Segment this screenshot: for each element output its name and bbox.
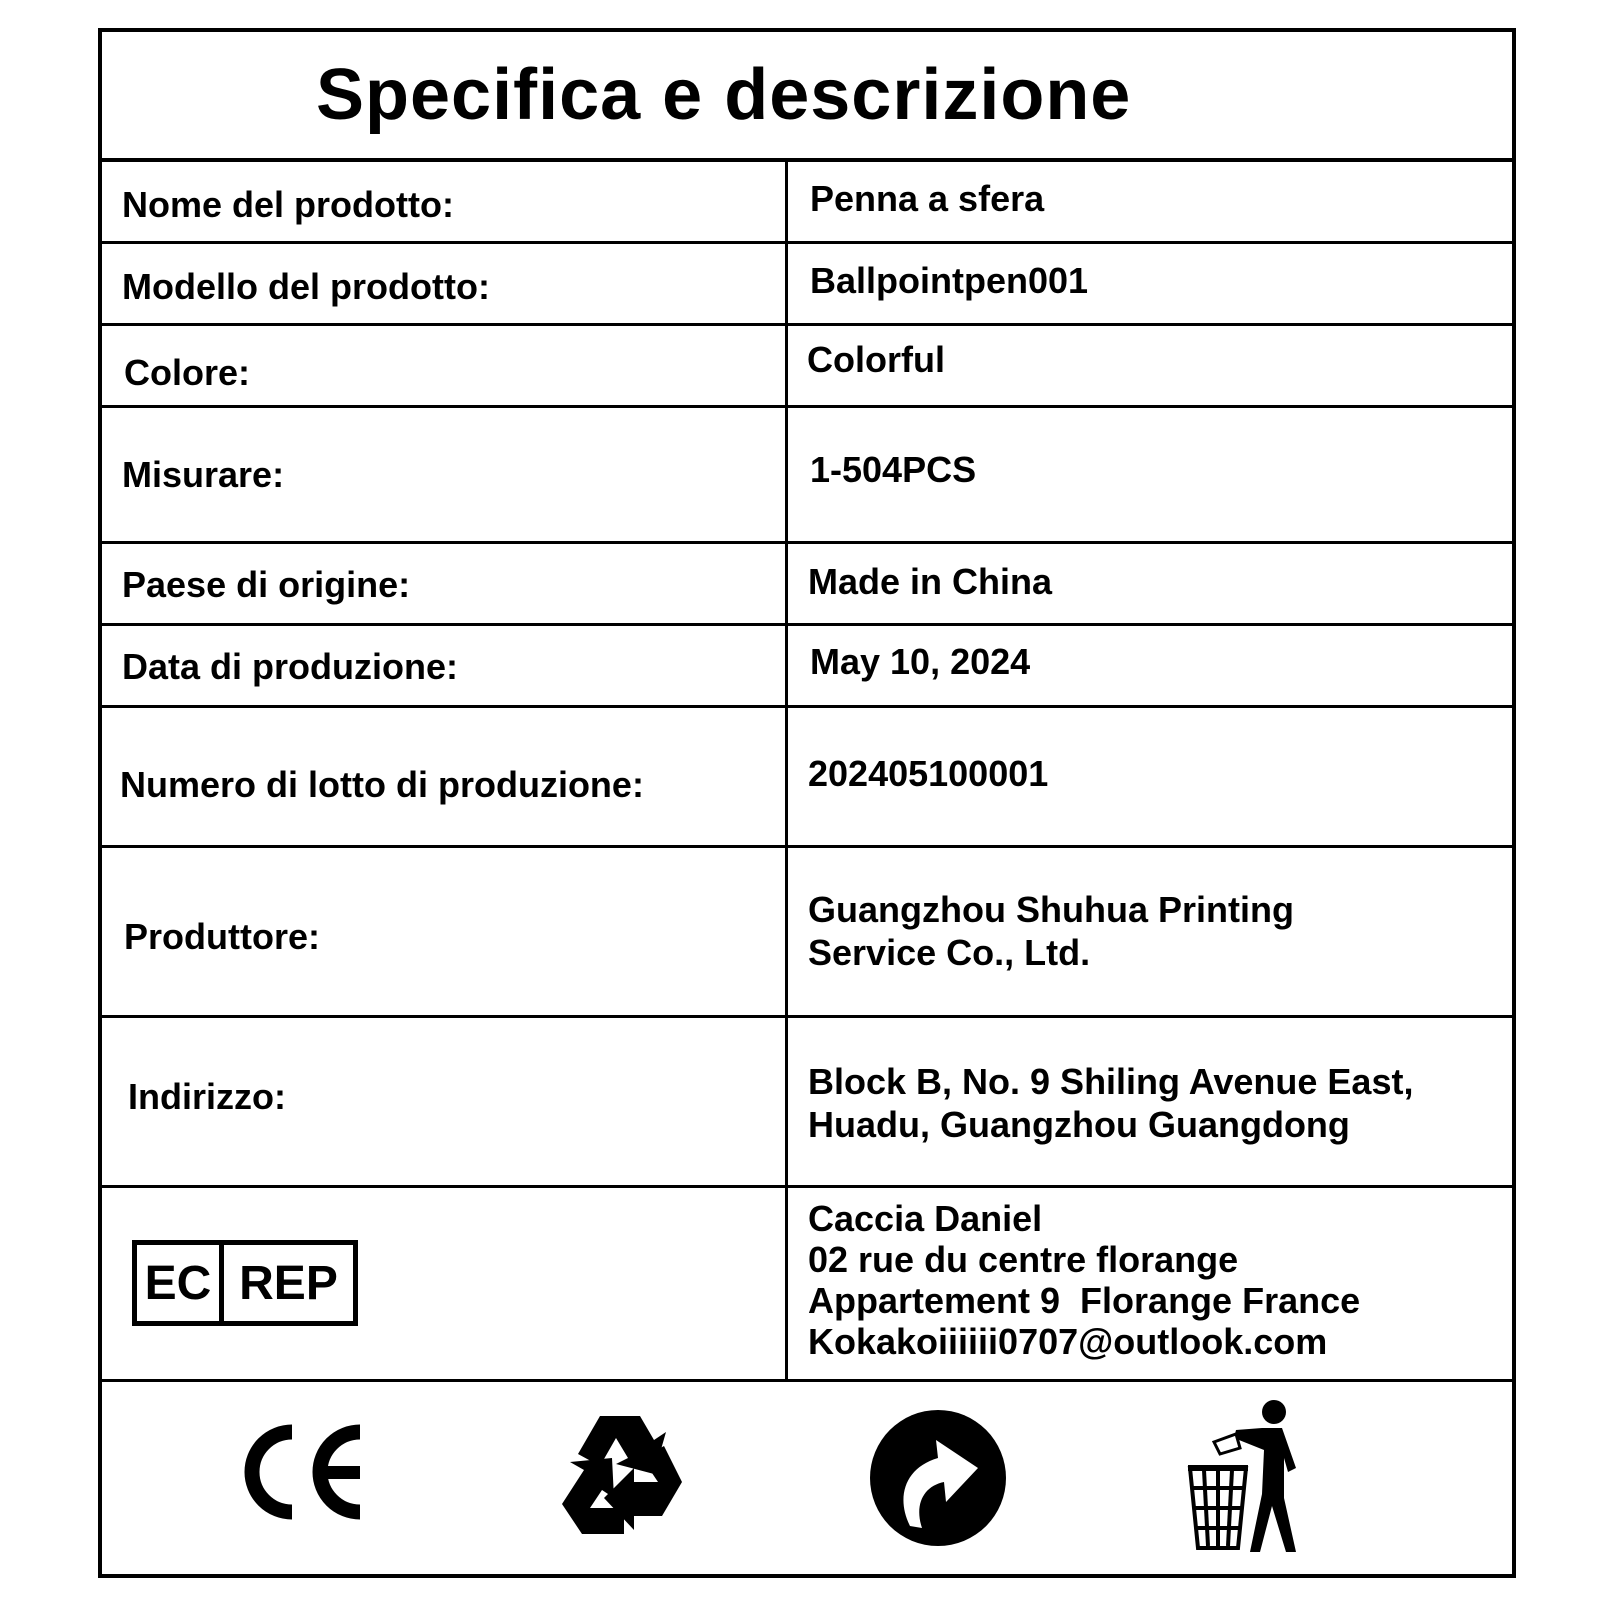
ec-rep-line: 02 rue du centre florange <box>808 1239 1239 1280</box>
column-divider <box>785 848 788 1015</box>
row-label: Nome del prodotto: <box>122 184 454 225</box>
row-value: Penna a sfera <box>810 178 1045 219</box>
row-value: Ballpointpen001 <box>810 260 1089 301</box>
spec-row-address <box>102 1018 1512 1188</box>
row-label: Indirizzo: <box>128 1076 286 1117</box>
row-value: Made in China <box>808 561 1053 602</box>
ec-rep-line: Appartement 9 Florange France <box>808 1280 1361 1321</box>
spec-row-manufacturer <box>102 848 1512 1018</box>
ec-rep-contact <box>808 1198 1360 1362</box>
row-value: 1-504PCS <box>810 449 977 490</box>
tidyman-icon <box>1184 1398 1314 1556</box>
spec-row-size <box>102 408 1512 544</box>
spec-row-origin <box>102 544 1512 626</box>
row-label: Produttore: <box>124 916 320 957</box>
spec-row-ec-rep <box>102 1188 1512 1382</box>
spec-row-color <box>102 326 1512 408</box>
column-divider <box>785 244 788 323</box>
compliance-symbols <box>102 1382 1512 1574</box>
row-label: Modello del prodotto: <box>122 266 490 307</box>
column-divider <box>785 162 788 241</box>
column-divider <box>785 1188 788 1379</box>
row-value: May 10, 2024 <box>810 641 1031 682</box>
spec-row-production-date <box>102 626 1512 708</box>
column-divider <box>785 408 788 541</box>
column-divider <box>785 626 788 705</box>
ec-rep-badge <box>132 1240 358 1326</box>
row-value-multiline <box>808 1060 1413 1146</box>
spec-row-lot-number <box>102 708 1512 848</box>
column-divider <box>785 708 788 845</box>
column-divider <box>785 326 788 405</box>
ec-rep-line: Caccia Daniel <box>808 1198 1043 1239</box>
recycle-icon <box>554 1412 690 1542</box>
spec-row-product-name <box>102 162 1512 244</box>
value-line: Service Co., Ltd. <box>808 932 1091 973</box>
row-label: Colore: <box>124 352 250 393</box>
row-label: Numero di lotto di produzione: <box>120 764 644 805</box>
row-value: 202405100001 <box>808 753 1049 794</box>
title-bar <box>102 32 1512 162</box>
ec-rep-badge-left: EC <box>137 1245 224 1321</box>
column-divider <box>785 1018 788 1185</box>
spec-row-model <box>102 244 1512 326</box>
product-spec-label <box>98 28 1516 1578</box>
ec-rep-line: Kokakoiiiiii0707@outlook.com <box>808 1321 1328 1362</box>
row-label: Data di produzione: <box>122 646 458 687</box>
value-line: Guangzhou Shuhua Printing <box>808 889 1294 930</box>
ce-mark-icon <box>232 1422 372 1522</box>
row-value-multiline <box>808 888 1294 974</box>
row-value: Colorful <box>807 339 945 380</box>
row-label: Paese di origine: <box>122 564 411 605</box>
page-title: Specifica e descrizione <box>316 55 1132 135</box>
green-dot-icon <box>866 1406 1010 1550</box>
row-label: Misurare: <box>122 454 285 495</box>
ec-rep-badge-right: REP <box>239 1256 338 1310</box>
value-line: Huadu, Guangzhou Guangdong <box>808 1104 1350 1145</box>
value-line: Block B, No. 9 Shiling Avenue East, <box>808 1061 1414 1102</box>
column-divider <box>785 544 788 623</box>
